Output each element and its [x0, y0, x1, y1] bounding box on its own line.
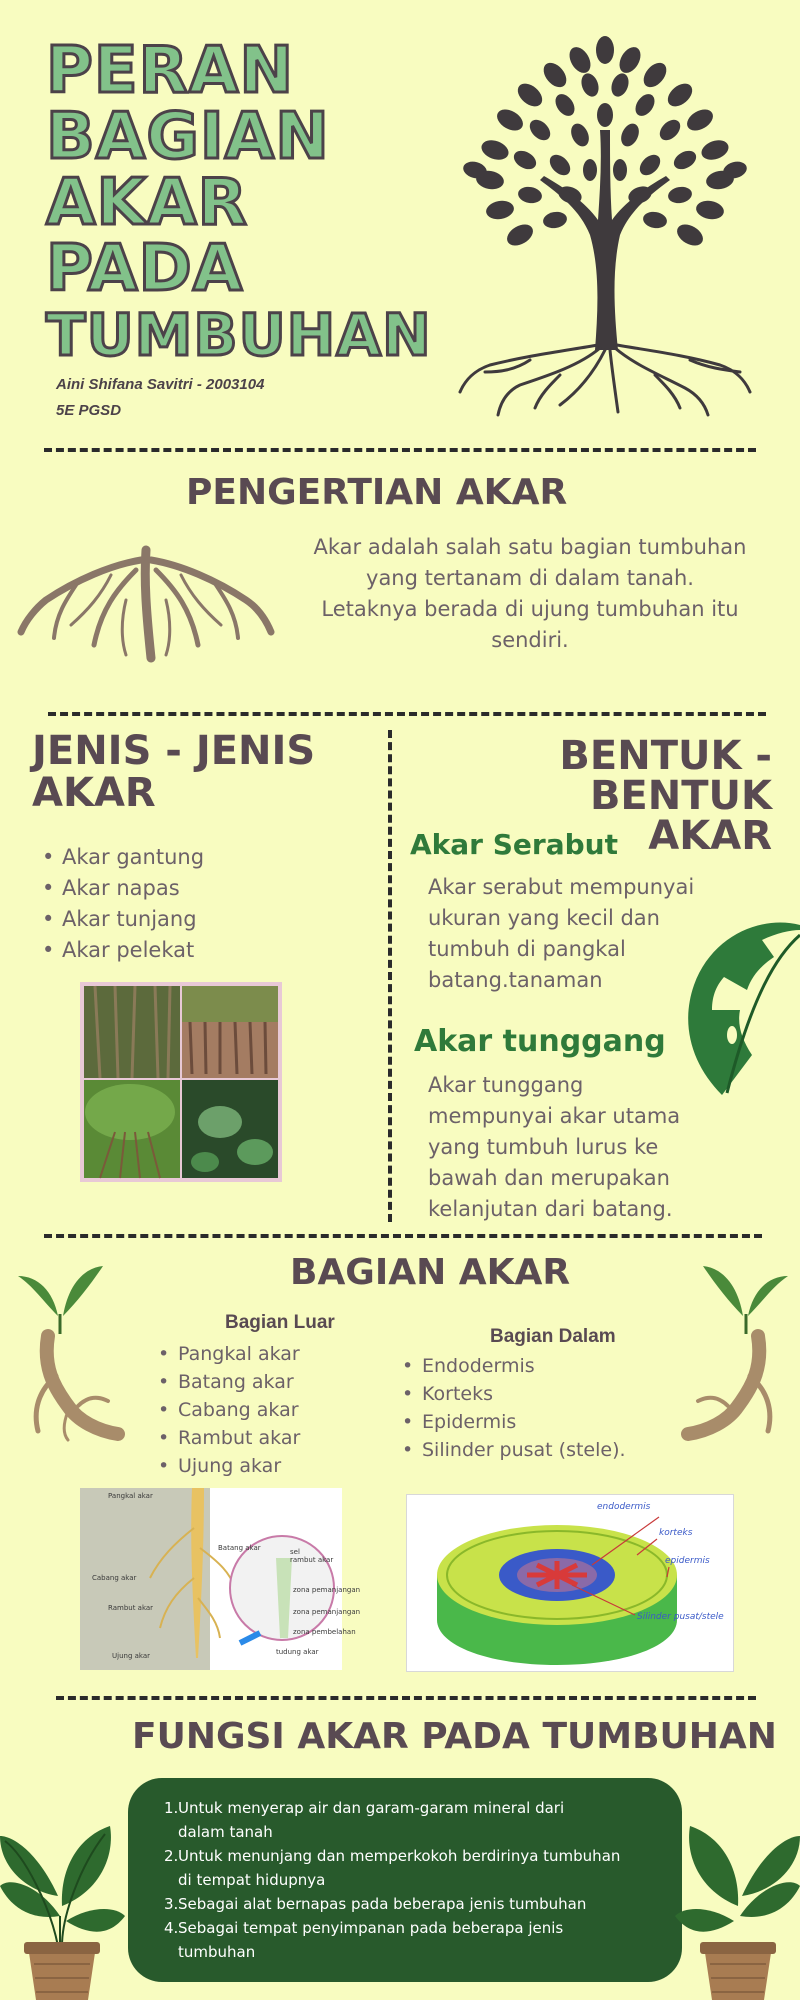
list-item: • Akar pelekat — [40, 935, 204, 966]
pengertian-line-2: yang tertanam di dalam tanah. — [366, 566, 694, 590]
monstera-leaf-icon — [682, 915, 800, 1105]
serabut-line-4: batang.tanaman — [428, 968, 603, 992]
list-item: • Akar tunjang — [40, 904, 204, 935]
pengertian-heading: PENGERTIAN AKAR — [186, 472, 568, 513]
diagram-label: Cabang akar — [92, 1574, 137, 1582]
tunggang-title: Akar tunggang — [414, 1024, 666, 1059]
serabut-line-1: Akar serabut mempunyai — [428, 875, 695, 899]
title-line-3: AKAR — [46, 166, 248, 240]
diagram-label: rambut akar — [290, 1556, 334, 1564]
diagram-label: Silinder pusat/stele — [637, 1612, 724, 1622]
diagram-label: sel — [290, 1548, 300, 1556]
list-item — [164, 1796, 652, 1844]
list-item: • Silinder pusat (stele). — [400, 1436, 626, 1464]
tree-icon — [440, 20, 770, 420]
diagram-label: Ujung akar — [112, 1652, 150, 1660]
item-line: dalam tanah — [178, 1823, 273, 1841]
column-divider — [388, 730, 392, 1222]
title-line-1: PERAN — [46, 34, 294, 108]
item-line: tumbuhan — [178, 1943, 256, 1961]
item-number: 2. — [164, 1847, 179, 1865]
item-line: Untuk menyerap air dan garam-garam mineral dari — [178, 1799, 565, 1817]
list-item: • Epidermis — [400, 1408, 626, 1436]
bentuk-heading-line-1: BENTUK - BENTUK — [559, 733, 772, 819]
section-divider-2 — [48, 712, 766, 716]
diagram-label: Batang akar — [218, 1544, 261, 1552]
tunggang-line-2: mempunyai akar utama — [428, 1104, 681, 1128]
serabut-line-3: tumbuh di pangkal — [428, 937, 626, 961]
diagram-label: epidermis — [665, 1556, 710, 1566]
potted-monstera-icon — [686, 1796, 800, 2000]
tunggang-line-3: yang tumbuh lurus ke — [428, 1135, 659, 1159]
diagram-label: endodermis — [597, 1502, 651, 1512]
item-number: 1. — [164, 1799, 179, 1817]
diagram-label: zona pemanjangan — [293, 1608, 361, 1616]
list-item — [164, 1916, 652, 1964]
jenis-heading — [32, 730, 315, 814]
diagram-label: korteks — [659, 1528, 693, 1538]
bagian-luar-title: Bagian Luar — [225, 1312, 335, 1333]
diagram-label: tudung akar — [276, 1648, 319, 1656]
diagram-label: Rambut akar — [108, 1604, 154, 1612]
list-item: • Cabang akar — [156, 1396, 300, 1424]
jenis-heading-line-1: JENIS - JENIS — [32, 728, 316, 774]
serabut-title: Akar Serabut — [410, 828, 618, 861]
list-item: • Batang akar — [156, 1368, 300, 1396]
list-item: • Korteks — [400, 1380, 626, 1408]
pengertian-line-4: sendiri. — [491, 628, 569, 652]
bagian-heading: BAGIAN AKAR — [290, 1252, 571, 1293]
item-line: di tempat hidupnya — [178, 1871, 326, 1889]
tunggang-line-5: kelanjutan dari batang. — [428, 1197, 673, 1221]
section-divider-3 — [44, 1234, 762, 1238]
section-divider-1 — [44, 448, 756, 452]
roots-icon — [16, 540, 276, 670]
potted-monstera-icon — [0, 1796, 126, 2000]
item-line: Untuk menunjang dan memperkokoh berdirinya tumbuhan — [178, 1847, 621, 1865]
tunggang-line-4: bawah dan merupakan — [428, 1166, 670, 1190]
author-name: Aini Shifana Savitri - 2003104 — [56, 376, 265, 393]
tunggang-line-1: Akar tunggang — [428, 1073, 584, 1097]
list-item: • Akar napas — [40, 873, 204, 904]
list-item: • Akar gantung — [40, 842, 204, 873]
list-item: • Endodermis — [400, 1352, 626, 1380]
fungsi-list — [164, 1796, 652, 1964]
diagram-label: zona pemanjangan — [293, 1586, 361, 1594]
title-line-4: PADA — [46, 232, 244, 306]
ginseng-root-icon — [8, 1256, 126, 1442]
list-item: • Ujung akar — [156, 1452, 300, 1480]
bagian-dalam-list — [400, 1352, 626, 1464]
title-line-5: TUMBUHAN — [46, 301, 432, 369]
pengertian-line-3: Letaknya berada di ujung tumbuhan itu — [321, 597, 739, 621]
item-line: Sebagai alat bernapas pada beberapa jenis tumbuhan — [178, 1895, 587, 1913]
item-number: 3. — [164, 1895, 179, 1913]
pengertian-line-1: Akar adalah salah satu bagian tumbuhan — [313, 535, 747, 559]
jenis-heading-line-2: AKAR — [32, 770, 156, 816]
item-number: 4. — [164, 1919, 179, 1937]
list-item — [164, 1892, 652, 1916]
class-name: 5E PGSD — [56, 402, 122, 419]
list-item: • Pangkal akar — [156, 1340, 300, 1368]
bentuk-heading-line-2: AKAR — [648, 813, 772, 859]
outer-root-diagram — [80, 1488, 361, 1670]
fungsi-heading: FUNGSI AKAR PADA TUMBUHAN — [132, 1716, 777, 1757]
diagram-label: zona pembelahan — [293, 1628, 356, 1636]
serabut-line-2: ukuran yang kecil dan — [428, 906, 660, 930]
list-item — [164, 1844, 652, 1892]
section-divider-4 — [56, 1696, 756, 1700]
root-types-photo — [80, 982, 282, 1182]
bagian-luar-list — [156, 1340, 300, 1480]
jenis-list — [40, 842, 204, 966]
item-line: Sebagai tempat penyimpanan pada beberapa jenis — [178, 1919, 564, 1937]
bagian-dalam-title: Bagian Dalam — [490, 1326, 616, 1347]
fungsi-box — [128, 1778, 682, 1982]
list-item: • Rambut akar — [156, 1424, 300, 1452]
inner-root-diagram — [406, 1494, 734, 1672]
ginseng-root-icon — [680, 1256, 798, 1442]
diagram-label: Pangkal akar — [108, 1492, 153, 1500]
title-line-2: BAGIAN — [46, 100, 330, 174]
